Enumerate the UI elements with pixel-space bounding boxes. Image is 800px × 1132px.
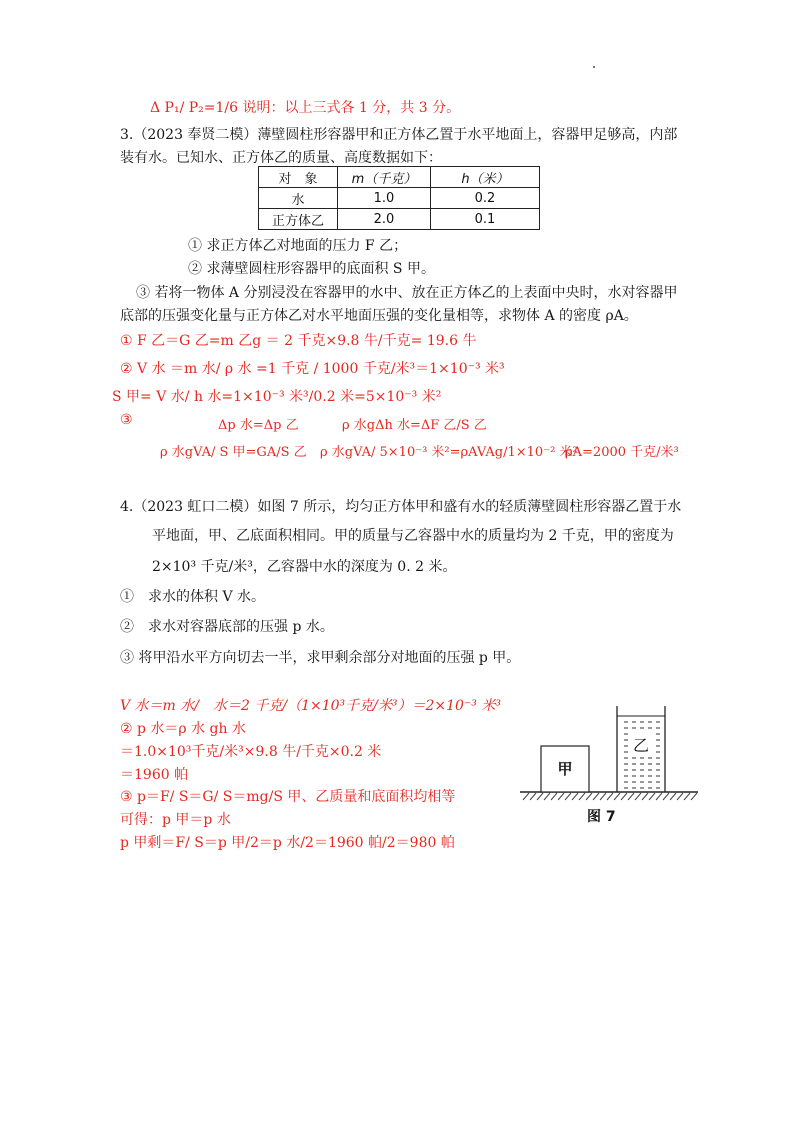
- q4-answer2: ② p 水＝ρ 水 gh 水: [120, 721, 246, 737]
- table-cell: 2.0: [338, 209, 431, 230]
- q3-answer2: ② V 水 ＝m 水/ ρ 水 =1 千克 / 1000 千克/米³＝1×10⁻³ 米³: [120, 361, 505, 377]
- q3-answer4-number: ③: [120, 412, 133, 428]
- q3-stem-line1: 3.（2023 奉贤二模）薄壁圆柱形容器甲和正方体乙置于水平地面上，容器甲足够高，内部: [120, 127, 678, 143]
- q4-stem-line3: 2×10³ 千克/米³，乙容器中水的深度为 0. 2 米。: [152, 559, 457, 575]
- q4-answer6: 可得：p 甲＝p 水: [120, 812, 231, 828]
- table-header-cell: h（米）: [431, 167, 540, 188]
- q3-part2: ② 求薄壁圆柱形容器甲的底面积 S 甲。: [188, 261, 435, 277]
- q4-answer1: V 水＝m 水/ 水＝2 千克/（1×10³千克/米³）＝2×10⁻³ 米³: [120, 698, 501, 714]
- q3-answer1: ① F 乙＝G 乙=m 乙g ＝ 2 千克×9.8 牛/千克= 19.6 牛: [120, 333, 477, 349]
- table-cell: 正方体乙: [259, 209, 338, 230]
- table-cell: 1.0: [338, 188, 431, 209]
- table-cell: 水: [259, 188, 338, 209]
- figure-7-diagram: [515, 700, 705, 810]
- q4-answer4: ＝1960 帕: [120, 767, 189, 783]
- q4-part1: ① 求水的体积 V 水。: [120, 589, 266, 605]
- table-header-row: [259, 167, 540, 188]
- q3-answer3: S 甲= V 水/ h 水=1×10⁻³ 米³/0.2 米=5×10⁻³ 米²: [112, 389, 442, 405]
- q4-stem-line2: 平地面，甲、乙底面积相同。甲的质量与乙容器中水的质量均为 2 千克，甲的密度为: [152, 528, 674, 544]
- q4-part2: ② 求水对容器底部的压强 p 水。: [120, 619, 334, 635]
- table-cell: 0.2: [431, 188, 540, 209]
- previous-answer-note: Δ P₁/ P₂=1/6 说明：以上三式各 1 分，共 3 分。: [150, 100, 461, 116]
- q3-answer4-eq2: ρ 水gΔh 水=ΔF 乙/S 乙: [342, 418, 487, 433]
- q3-answer4-eq1: Δp 水=Δp 乙: [218, 418, 299, 433]
- q3-answer5-eq1: ρ 水gVA/ S 甲=GA/S 乙: [160, 445, 307, 460]
- scan-dot: [593, 66, 595, 68]
- q4-answer3: ＝1.0×10³千克/米³×9.8 牛/千克×0.2 米: [120, 744, 382, 760]
- q3-part3-line2: 底部的压强变化量与正方体乙对水平地面压强的变化量相等，求物体 A 的密度 ρA。: [120, 308, 638, 324]
- q4-part3: ③ 将甲沿水平方向切去一半，求甲剩余部分对地面的压强 p 甲。: [120, 650, 521, 666]
- table-cell: 0.1: [431, 209, 540, 230]
- figure-7-caption: 图 7: [587, 809, 616, 825]
- q3-stem-line2: 装有水。已知水、正方体乙的质量、高度数据如下：: [120, 150, 442, 166]
- container-yi-label: 乙: [632, 736, 650, 755]
- ground-hatching: [523, 793, 697, 800]
- q4-answer5: ③ p＝F/ S＝G/ S＝mg/S 甲、乙质量和底面积均相等: [120, 789, 456, 805]
- table-header-cell: m（千克）: [338, 167, 431, 188]
- q3-data-table: [258, 166, 540, 230]
- q3-part1: ① 求正方体乙对地面的压力 F 乙；: [188, 238, 408, 254]
- cube-jia-label: 甲: [557, 760, 573, 778]
- q3-answer5-result: ρA=2000 千克/米³: [565, 445, 679, 460]
- q4-answer7: p 甲剩＝F/ S＝p 甲/2＝p 水/2＝1960 帕/2＝980 帕: [120, 835, 455, 851]
- table-header-cell: 对 象: [259, 167, 338, 188]
- q3-answer5-eq2: ρ 水gVA/ 5×10⁻³ 米²=ρAVAg/1×10⁻² 米²: [320, 445, 578, 460]
- q4-stem-line1: 4.（2023 虹口二模）如图 7 所示，均匀正方体甲和盛有水的轻质薄壁圆柱形容器乙置于水: [120, 499, 682, 515]
- q3-part3-line1: ③ 若将一物体 A 分别浸没在容器甲的水中、放在正方体乙的上表面中央时，水对容器甲: [136, 285, 678, 301]
- table-row: [259, 209, 540, 230]
- table-row: [259, 188, 540, 209]
